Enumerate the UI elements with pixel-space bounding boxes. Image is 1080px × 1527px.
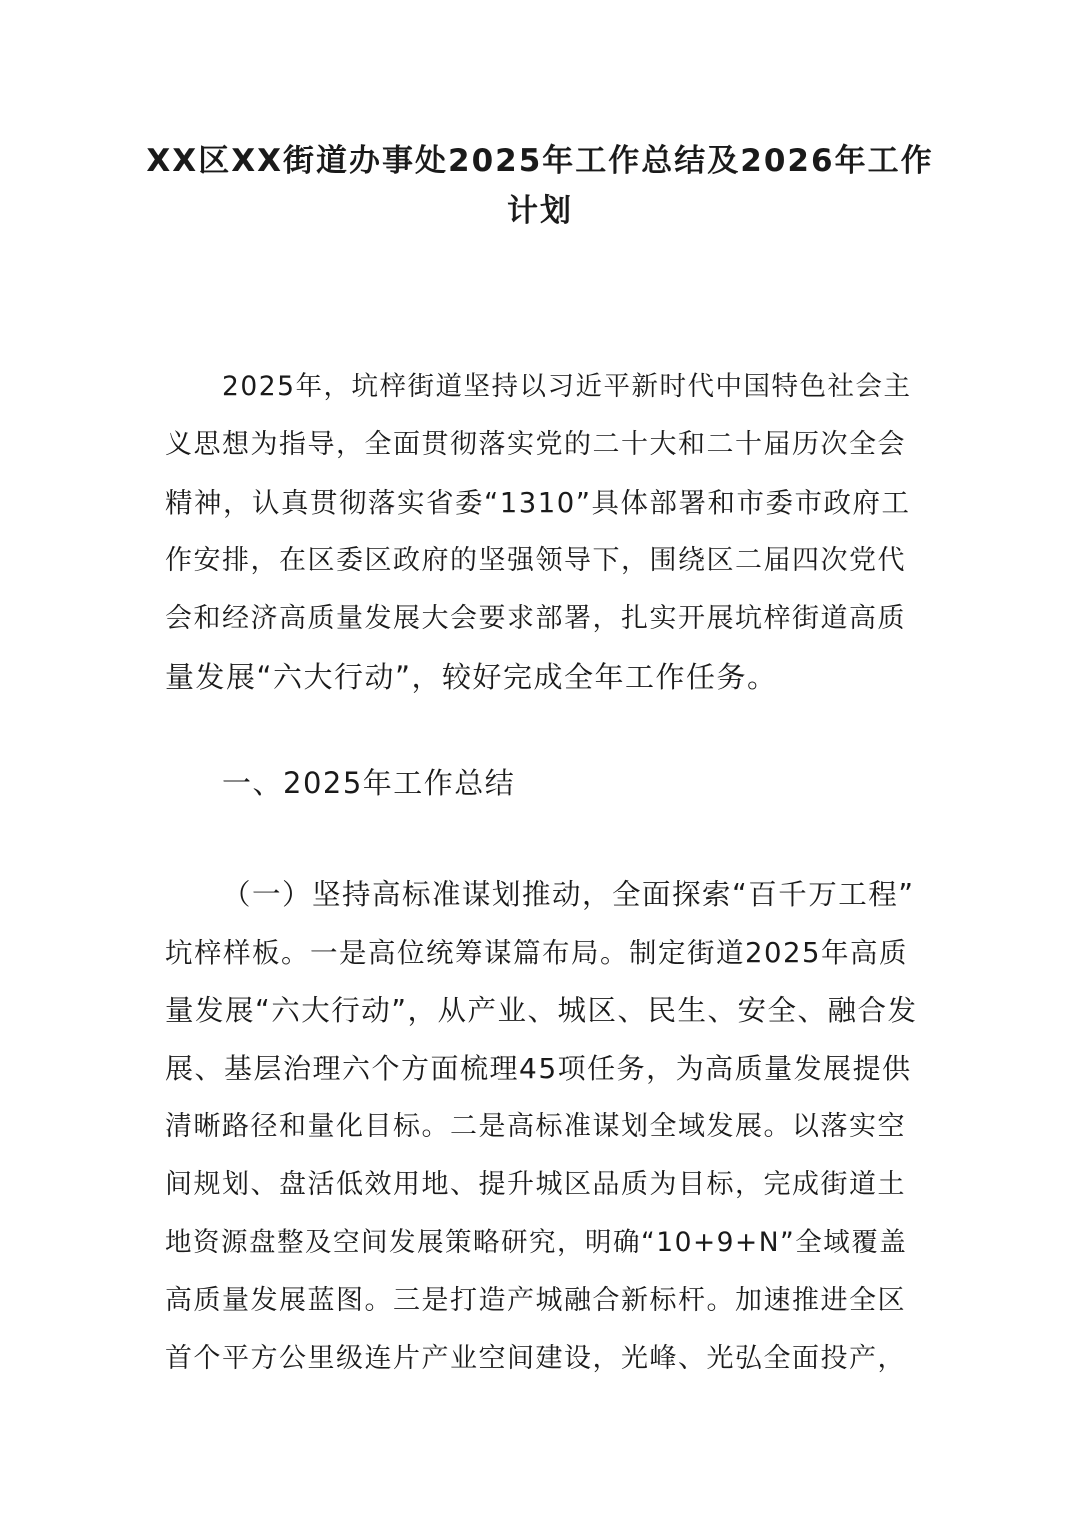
title-line-2: 计划 [507,193,573,229]
paragraph-3-line-3: 量发展“六大行动”，从产业、城区、民生、安全、融合发 [165,994,918,1027]
paragraph-3-line-1: （一）坚持高标准谋划推动，全面探索“百千万工程” [222,878,915,911]
paragraph-1-line-3: 精神，认真贯彻落实省委“1310”具体部署和市委市政府工 [165,487,911,519]
paragraph-1-line-1: 2025年，坑梓街道坚持以习近平新时代中国特色社会主 [222,371,912,402]
title-line-1: XX区XX街道办事处2025年工作总结及2026年工作 [146,143,934,179]
section-heading: 一、2025年工作总结 [222,766,516,800]
paragraph-3-line-7: 地资源盘整及空间发展策略研究，明确“10+9+N”全域覆盖 [165,1227,908,1258]
paragraph-3-line-2: 坑梓样板。一是高位统筹谋篇布局。制定街道2025年高质 [165,937,908,969]
paragraph-3-line-4: 展、基层治理六个方面梳理45项任务，为高质量发展提供 [165,1052,912,1085]
paragraph-3-line-5: 清晰路径和量化目标。二是高标准谋划全域发展。以落实空 [165,1111,906,1142]
document-title [120,136,960,236]
paragraph-1-line-2: 义思想为指导，全面贯彻落实党的二十大和二十届历次全会 [165,429,906,460]
paragraph-3-line-8: 高质量发展蓝图。三是打造产城融合新标杆。加速推进全区 [165,1285,906,1316]
paragraph-3-line-9: 首个平方公里级连片产业空间建设，光峰、光弘全面投产， [165,1343,906,1374]
paragraph-1-line-4: 作安排，在区委区政府的坚强领导下，围绕区二届四次党代 [165,545,906,576]
paragraph-1-line-5: 会和经济高质量发展大会要求部署，扎实开展坑梓街道高质 [165,603,906,634]
paragraph-1-line-6: 量发展“六大行动”，较好完成全年工作任务。 [165,660,778,694]
paragraph-3-line-6: 间规划、盘活低效用地、提升城区品质为目标，完成街道土 [165,1169,906,1200]
